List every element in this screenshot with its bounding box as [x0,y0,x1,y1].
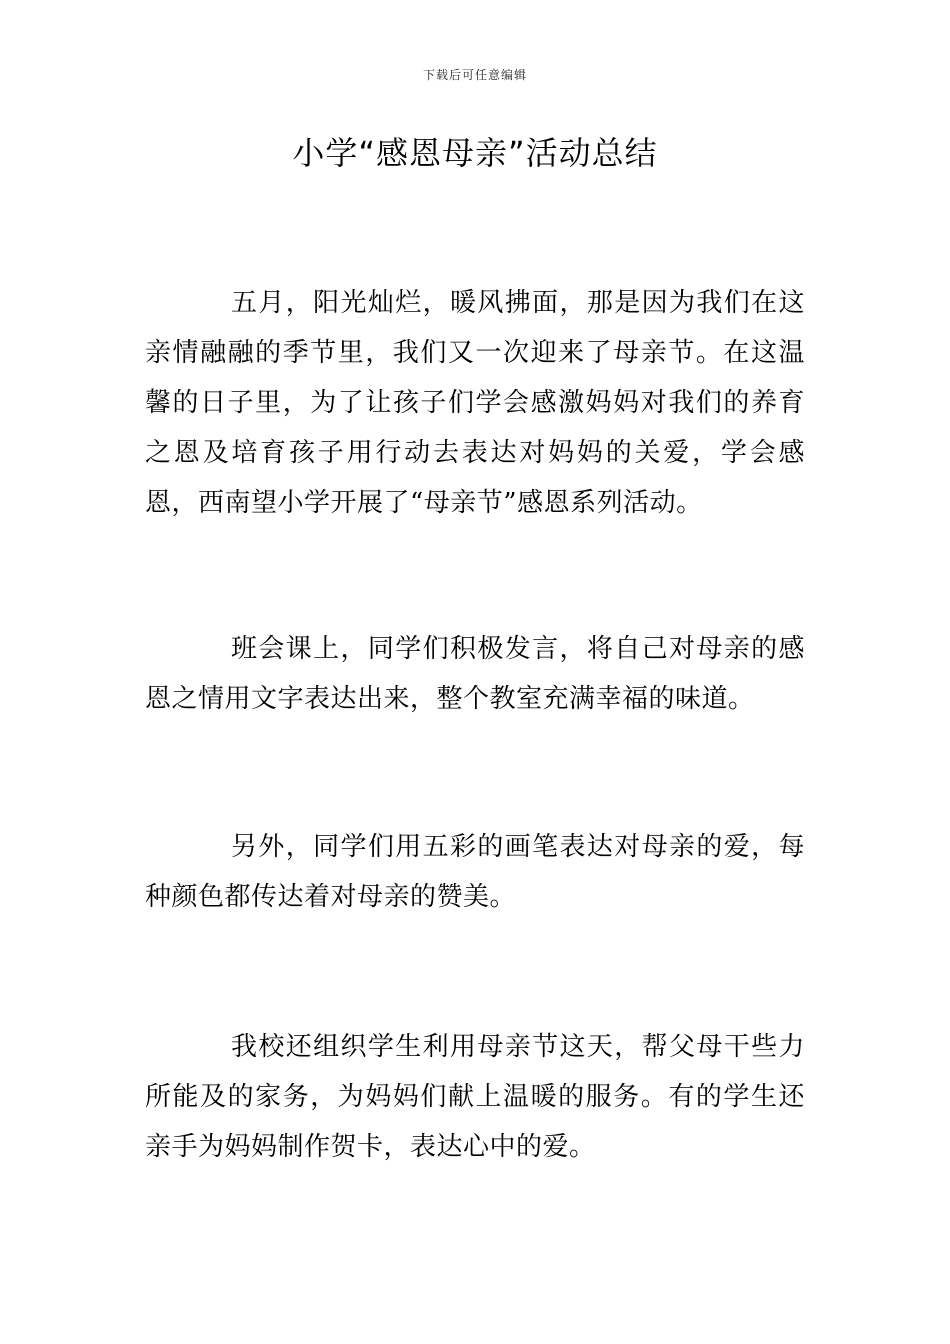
paragraph-2: 班会课上，同学们积极发言，将自己对母亲的感恩之情用文字表达出来，整个教室充满幸福的味道。 [145,634,805,714]
document-title: 小学“感恩母亲”活动总结 [292,134,658,172]
paragraph-1: 五月，阳光灿烂，暖风拂面，那是因为我们在这亲情融融的季节里，我们又一次迎来了母亲节。在这温馨的日子里，为了让孩子们学会感激妈妈对我们的养育之恩及培育孩子用行动去表达对妈妈的关爱，学会感恩，西南望小学开展了“母亲节”感恩系列活动。 [145,288,805,518]
header-note: 下载后可任意编辑 [422,68,527,82]
paragraph-4: 我校还组织学生利用母亲节这天，帮父母干些力所能及的家务，为妈妈们献上温暖的服务。有的学生还亲手为妈妈制作贺卡，表达心中的爱。 [145,1032,805,1162]
paragraph-3: 另外，同学们用五彩的画笔表达对母亲的爱，每种颜色都传达着对母亲的赞美。 [145,832,805,912]
